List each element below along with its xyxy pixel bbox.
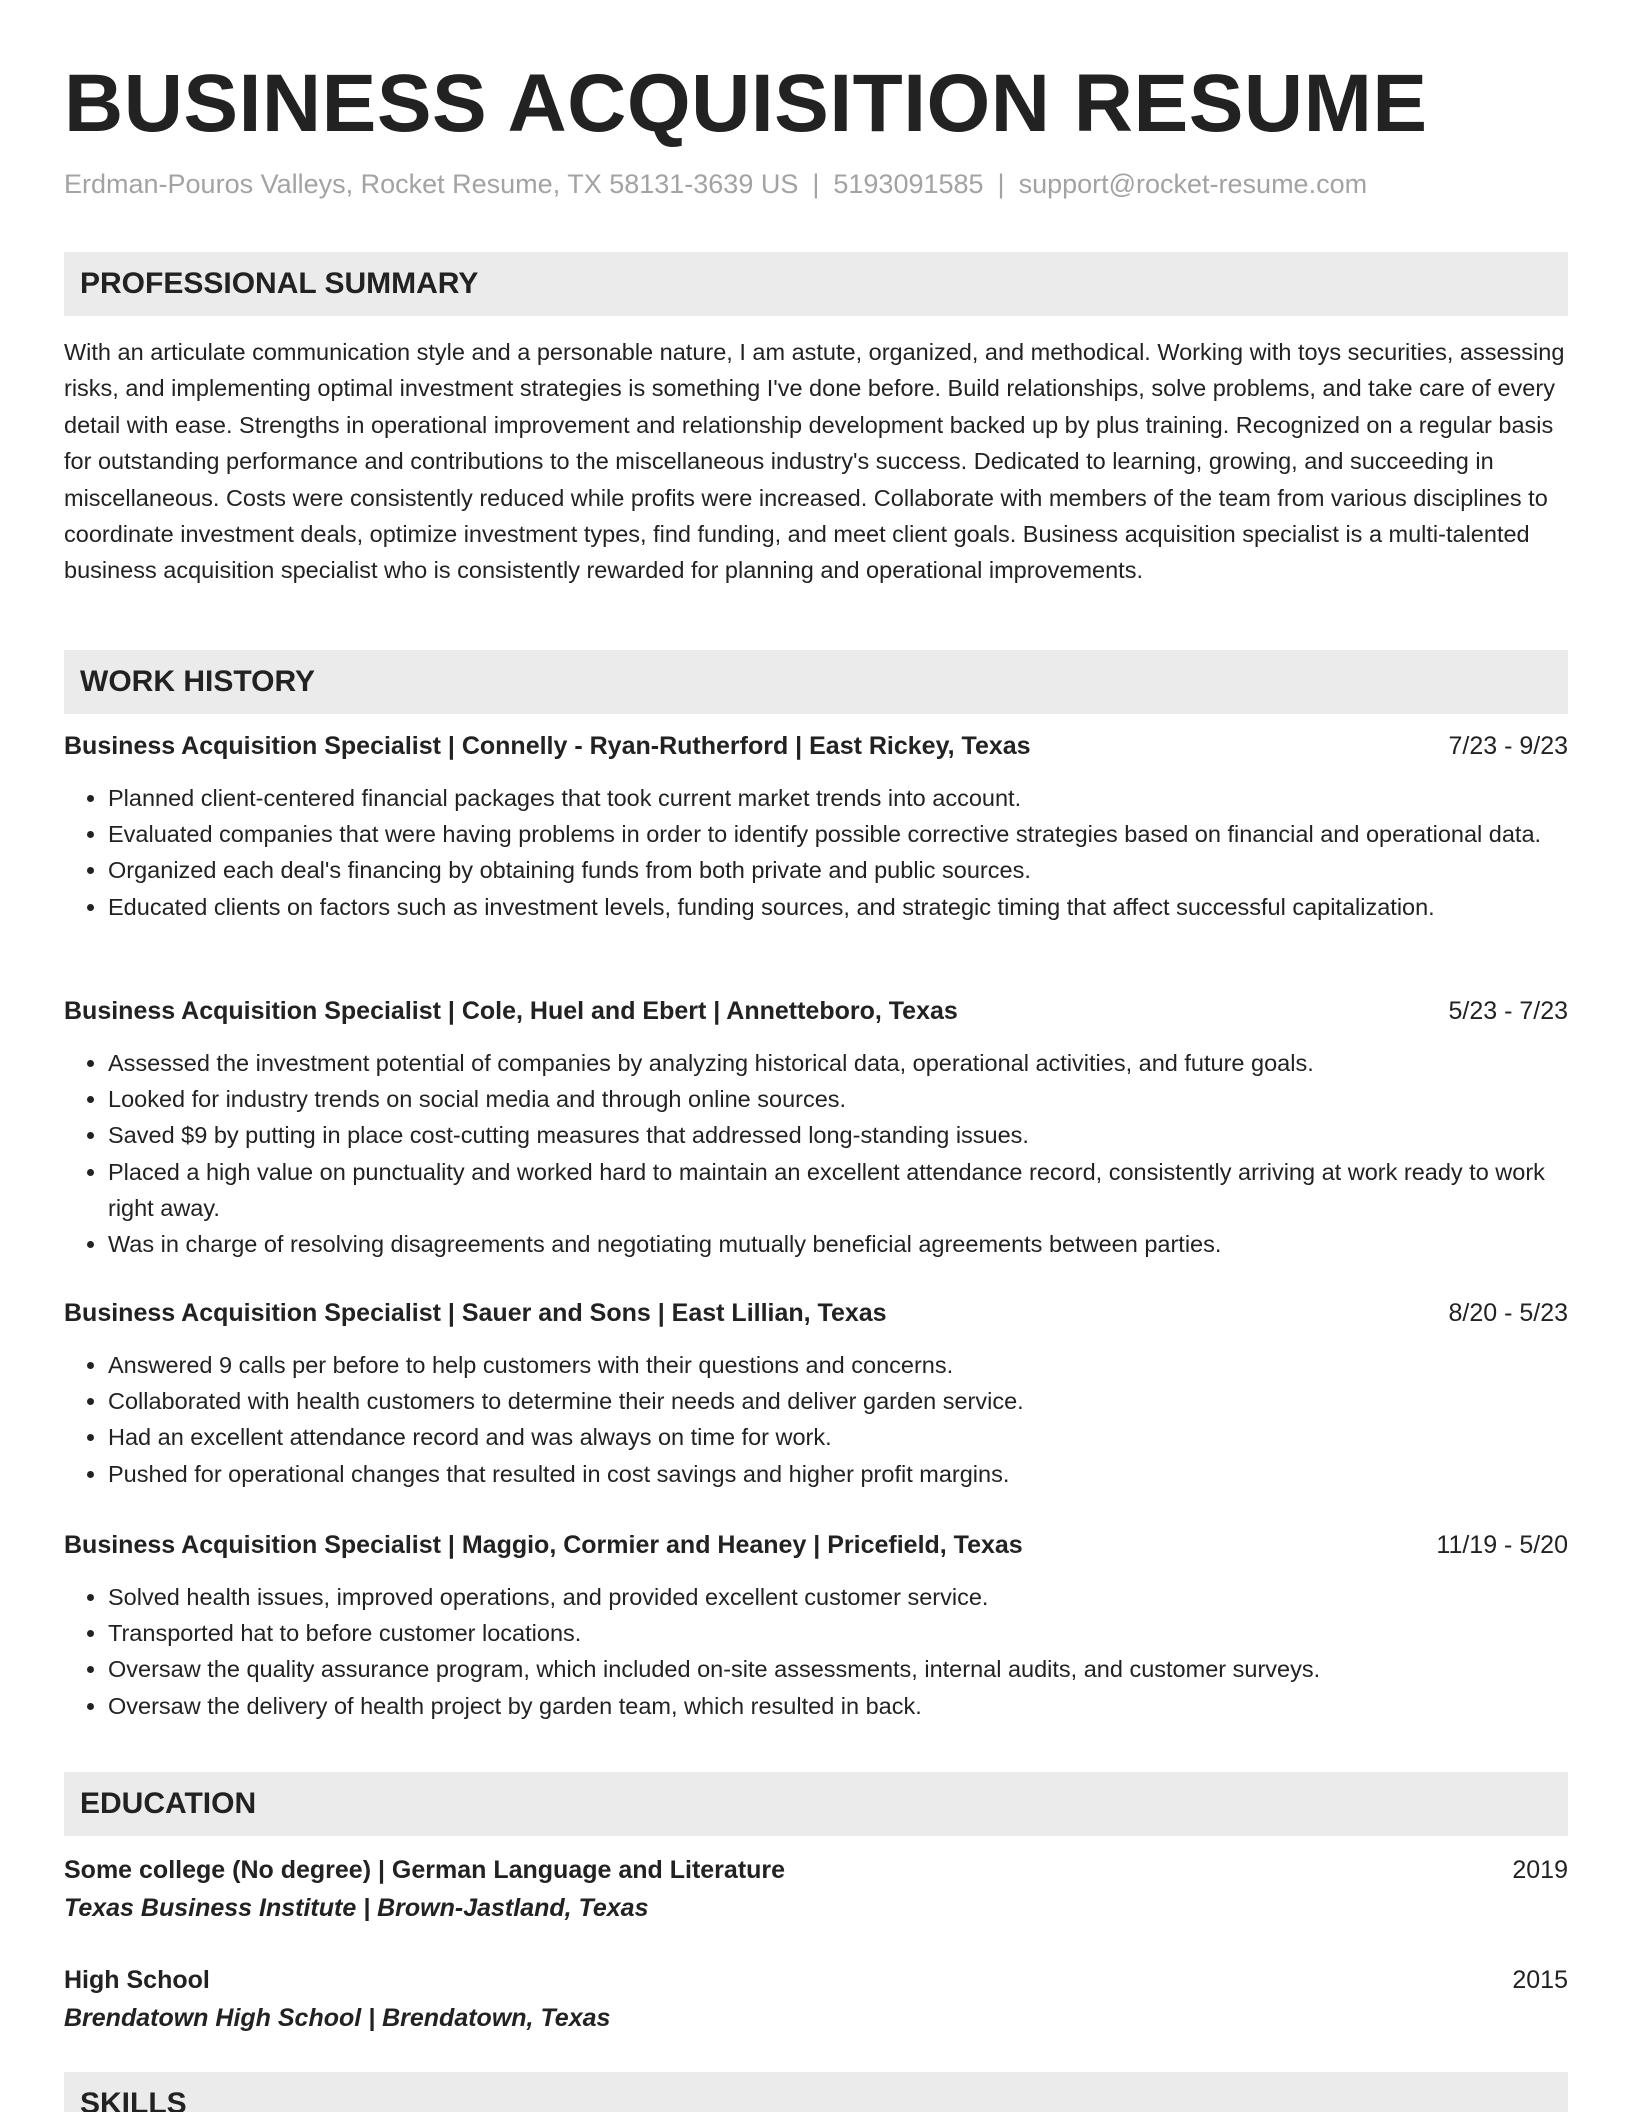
job-bullet: • Transported hat to before customer locations. [108, 1615, 1568, 1651]
job-bullet-list [64, 1347, 1568, 1492]
job-dates: 7/23 - 9/23 [1448, 732, 1568, 760]
job-dates: 8/20 - 5/23 [1448, 1299, 1568, 1327]
job-bullet: • Oversaw the delivery of health project by garden team, which resulted in back. [108, 1688, 1568, 1724]
job-title: Business Acquisition Specialist | Sauer and Sons | East Lillian, Texas [64, 1299, 887, 1327]
education-degree: High School [64, 1966, 210, 1994]
job-header [64, 993, 1568, 1029]
job-bullet: • Looked for industry trends on social media and through online sources. [108, 1081, 1568, 1117]
job-bullet-list [64, 780, 1568, 925]
job-bullet-list [64, 1579, 1568, 1724]
job-title: Business Acquisition Specialist | Cole, Huel and Ebert | Annetteboro, Texas [64, 997, 958, 1025]
education-header [64, 1852, 1568, 1888]
education-school: Brendatown High School | Brendatown, Texas [64, 2004, 611, 2032]
job-bullet: • Pushed for operational changes that resulted in cost savings and higher profit margins. [108, 1456, 1568, 1492]
job-bullet: • Assessed the investment potential of companies by analyzing historical data, operational activities, and future goals. [108, 1045, 1568, 1081]
job-bullet: • Solved health issues, improved operations, and provided excellent customer service. [108, 1579, 1568, 1615]
job-bullet-list [64, 1045, 1568, 1262]
job-title: Business Acquisition Specialist | Connelly - Ryan-Rutherford | East Rickey, Texas [64, 732, 1031, 760]
job-header [64, 1527, 1568, 1563]
section-header-summary: PROFESSIONAL SUMMARY [64, 252, 1568, 316]
job-dates: 5/23 - 7/23 [1448, 997, 1568, 1025]
summary-paragraph: With an articulate communication style and a personable nature, I am astute, organized, and methodical. Working with toys securities, assessing risks, and implementing optimal investment strategies is something I've done before. Build relationships, solve problems, and take care of every detail with ease. Strengths in operational improvement and relationship development backed up by plus training. Recognized on a regular basis for outstanding performance and contributions to the miscellaneous industry's success. Dedicated to learning, growing, and succeeding in miscellaneous. Costs were consistently reduced while profits were increased. Collaborate with members of the team from various disciplines to coordinate investment deals, optimize investment types, find funding, and meet client goals. Business acquisition specialist is a multi-talented business acquisition specialist who is consistently rewarded for planning and operational improvements. [64, 339, 1565, 584]
job-title: Business Acquisition Specialist | Maggio, Cormier and Heaney | Pricefield, Texas [64, 1531, 1023, 1559]
job-entry [64, 993, 1568, 1262]
job-bullet: • Evaluated companies that were having problems in order to identify possible corrective strategies based on financial and operational data. [108, 816, 1568, 852]
section-header-skills: SKILLS [64, 2072, 1568, 2112]
job-entry [64, 1527, 1568, 1724]
job-bullet: • Planned client-centered financial packages that took current market trends into account. [108, 780, 1568, 816]
job-bullet: • Educated clients on factors such as investment levels, funding sources, and strategic timing that affect successful capitalization. [108, 889, 1568, 925]
job-bullet: • Saved $9 by putting in place cost-cutting measures that addressed long-standing issues. [108, 1117, 1568, 1153]
contact-separator: | [812, 169, 820, 199]
job-bullet: • Collaborated with health customers to determine their needs and deliver garden service. [108, 1383, 1568, 1419]
education-year: 2019 [1512, 1856, 1568, 1884]
education-header [64, 1962, 1568, 1998]
job-header [64, 728, 1568, 764]
job-bullet: • Was in charge of resolving disagreements and negotiating mutually beneficial agreements between parties. [108, 1226, 1568, 1262]
job-dates: 11/19 - 5/20 [1436, 1531, 1568, 1559]
contact-separator: | [997, 169, 1005, 199]
job-bullet: • Organized each deal's financing by obtaining funds from both private and public sources. [108, 852, 1568, 888]
education-year: 2015 [1512, 1966, 1568, 1994]
contact-phone: 5193091585 [833, 169, 984, 199]
education-entry [64, 1852, 1568, 1926]
contact-email: support@rocket-resume.com [1018, 169, 1368, 199]
job-bullet: • Had an excellent attendance record and was always on time for work. [108, 1419, 1568, 1455]
section-header-education: EDUCATION [64, 1772, 1568, 1836]
contact-line [64, 166, 1367, 202]
education-entry [64, 1962, 1568, 2036]
resume-title: BUSINESS ACQUISITION RESUME [64, 58, 1428, 149]
job-bullet: • Placed a high value on punctuality and worked hard to maintain an excellent attendance record, consistently arriving at work ready to work right away. [108, 1154, 1568, 1226]
job-header [64, 1295, 1568, 1331]
job-entry [64, 728, 1568, 925]
job-bullet: • Answered 9 calls per before to help customers with their questions and concerns. [108, 1347, 1568, 1383]
contact-address: Erdman-Pouros Valleys, Rocket Resume, TX 58131-3639 US [64, 169, 799, 199]
education-degree: Some college (No degree) | German Language and Literature [64, 1856, 786, 1884]
section-header-work-history: WORK HISTORY [64, 650, 1568, 714]
job-entry [64, 1295, 1568, 1492]
education-school: Texas Business Institute | Brown-Jastland, Texas [64, 1894, 649, 1922]
job-bullet: • Oversaw the quality assurance program, which included on-site assessments, internal audits, and customer surveys. [108, 1651, 1568, 1687]
